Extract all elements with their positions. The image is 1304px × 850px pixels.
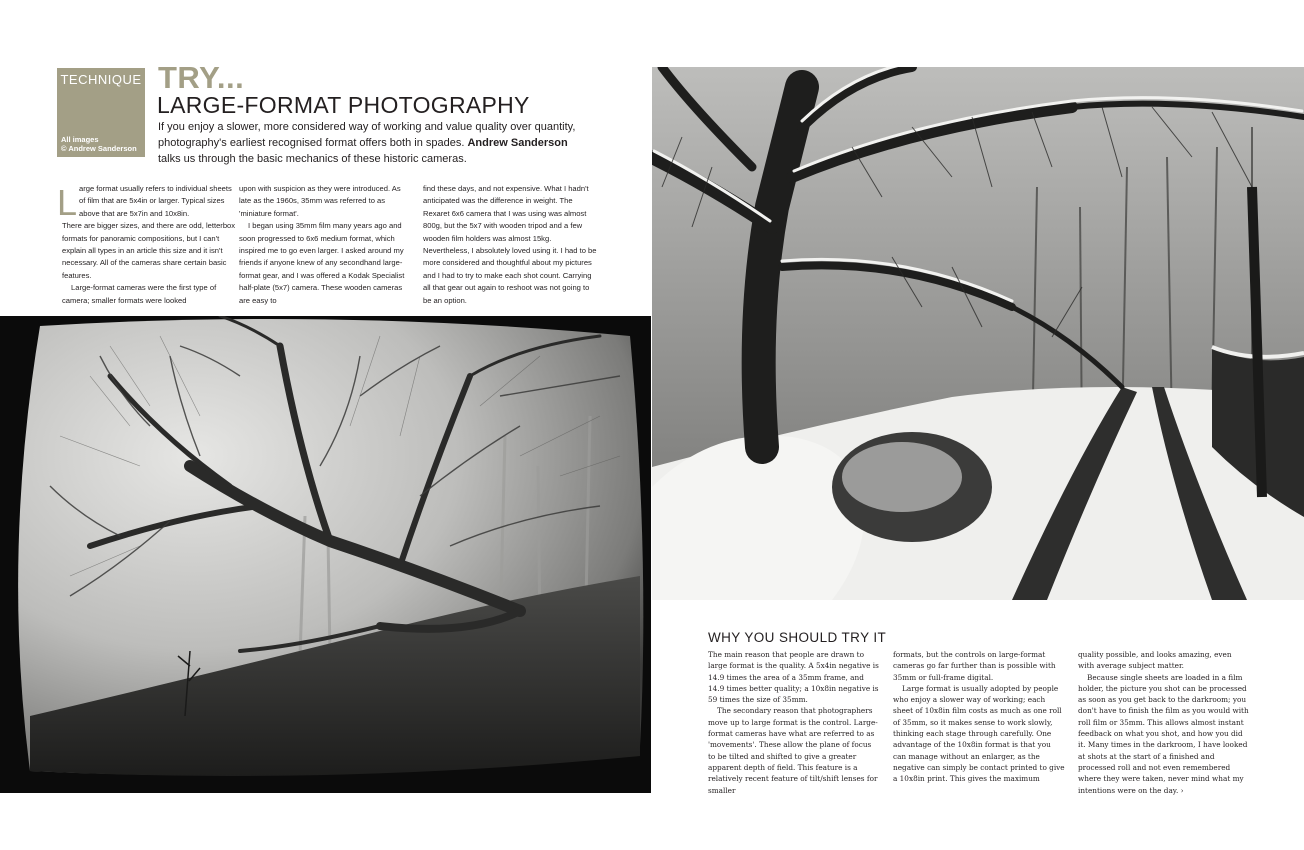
intro-column-1: [62, 183, 236, 307]
why-column-1: [708, 649, 880, 796]
paragraph: I began using 35mm film many years ago and soon progressed to 6x6 medium format, which inspired me to go even larger. I asked around my friends if anyone knew of any secondhand large-format gear, and I was offered a Kodak Specialist half-plate (5x7) camera. These wooden cameras are easy to: [239, 221, 405, 305]
paragraph: Large-format cameras were the first type of camera; smaller formats were looked: [62, 283, 217, 305]
section-heading: WHY YOU SHOULD TRY IT: [708, 630, 887, 645]
intro-column-3: [423, 183, 597, 307]
continue-arrow-icon: ›: [1180, 785, 1184, 795]
paragraph: Because single sheets are loaded in a film holder, the picture you shot can be processed as soon as you get back to the darkroom; you don't have to finish the film as you would with roll film or 35mm. This allows almost instant feedback on what you shot, and how you did it. Many times in the darkroom, I have looked at shots at the start of a finished and processed roll and not even remembered where they were taken, never mind what my intentions were on the day.: [1078, 672, 1249, 795]
kicker-title: TRY...: [158, 60, 245, 95]
paragraph: The secondary reason that photographers move up to large format is the control. Large-format cameras have what are referred to as 'movements'. These allow the plane of focus to be tilted and shifted to give a greater apparent depth of field. This feature is a relatively recent feature of tilt/shift lenses for smaller: [708, 706, 878, 795]
snowy-lane-photo: [652, 67, 1304, 600]
standfirst: [158, 119, 578, 167]
why-column-3: [1078, 649, 1250, 796]
paragraph: Large format is usually adopted by people who enjoy a slower way of working; each sheet of 10x8in film costs as much as one roll of 35mm, so it makes sense to work slowly, thinking each stage through carefully. One advantage of the 10x8in format is that you can manage without an enlarger, as the negative can simply be contact printed to give a 10x8in print. This gives the maximum: [893, 683, 1065, 784]
author-name: Andrew Sanderson: [467, 137, 568, 149]
section-label-box: [57, 68, 145, 157]
misty-tree-photo: [0, 316, 651, 793]
photo-credit: [61, 135, 137, 153]
paragraph: find these days, and not expensive. What I hadn't anticipated was the difference in weight. The Rexaret 6x6 camera that I was using was almost 800g, but the 5x7 with wooden tripod and a few wooden film holders was almost 15kg. Nevertheless, I absolutely loved using it. I had to be more considered and thoughtful about my pictures and I had to try to make each shot count. Carrying all that gear out again to reshoot was not going to be an option.: [423, 184, 597, 305]
intro-first: arge format usually refers to individual sheets of film that are 5x4in or larger. Typical sizes above that are 5x7in and 10x8in.: [79, 184, 232, 218]
credit-line: All images: [61, 135, 99, 144]
paragraph: quality possible, and looks amazing, even with average subject matter.: [1078, 650, 1232, 671]
paragraph: upon with suspicion as they were introduced. As late as the 1960s, 35mm was referred to as 'miniature format'.: [239, 184, 401, 218]
intro-column-2: [239, 183, 413, 307]
standfirst-text: If you enjoy a slower, more considered way of working and value quality over quantity, photography's earliest recognised format offers both in spades.: [158, 121, 576, 149]
standfirst-end: talks us through the basic mechanics of these historic cameras.: [158, 153, 467, 165]
page-title: LARGE-FORMAT PHOTOGRAPHY: [157, 92, 530, 118]
section-label: TECHNIQUE: [60, 72, 142, 87]
paragraph: The main reason that people are drawn to large format is the quality. A 5x4in negative is 14.9 times the area of a 35mm frame, and 14.9 times better quality; a 10x8in negative is 59 times the size of 35mm.: [708, 650, 879, 705]
credit-name: © Andrew Sanderson: [61, 144, 137, 153]
drop-cap: L: [57, 182, 78, 223]
paragraph: formats, but the controls on large-format cameras go far further than is possible with 35mm or full-frame digital.: [893, 650, 1056, 682]
why-column-2: [893, 649, 1065, 785]
intro-rest: There are bigger sizes, and there are odd, letterbox formats for panoramic compositions, but I can't explain all types in an article this size and it isn't necessary. All of the cameras share certain basic features.: [62, 221, 236, 280]
intro-first-lines: [62, 183, 236, 220]
